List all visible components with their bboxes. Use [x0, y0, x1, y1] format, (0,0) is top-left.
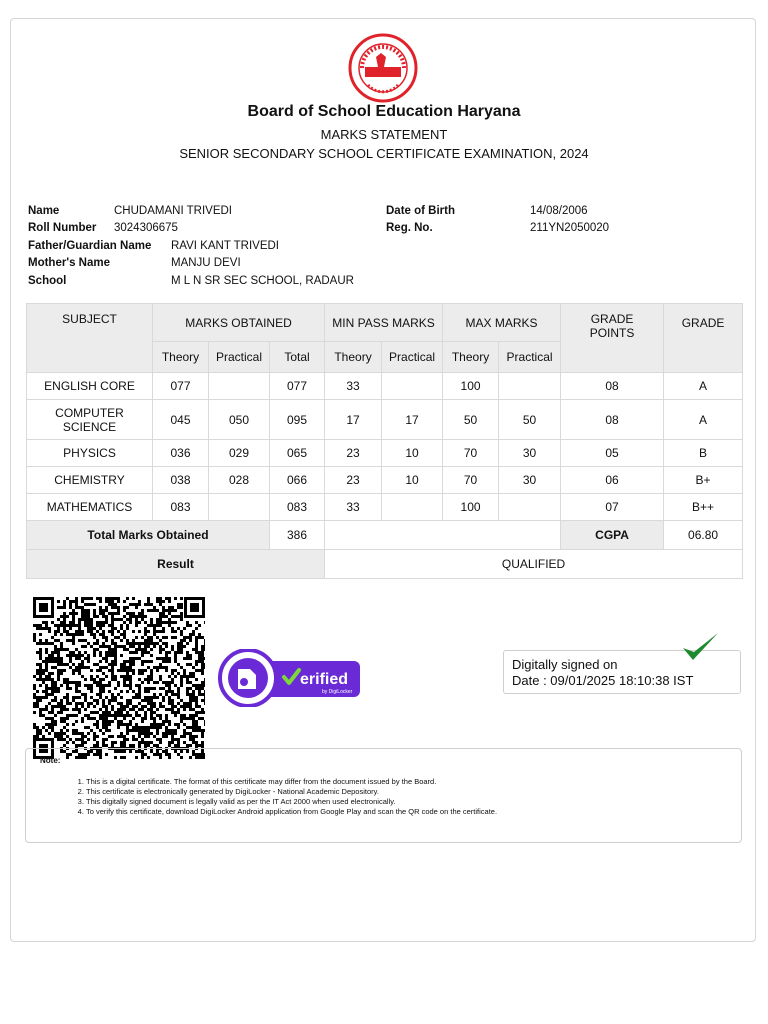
- header-theory: Theory: [153, 342, 209, 373]
- total-obtained-cell: 066: [270, 467, 325, 494]
- table-row: [27, 440, 743, 467]
- theory-obtained-cell: 038: [153, 467, 209, 494]
- max-practical-cell: [499, 373, 561, 400]
- school-label: School: [28, 275, 67, 287]
- table-row: [27, 373, 743, 400]
- min-practical-cell: 10: [382, 440, 443, 467]
- min-theory-cell: 33: [325, 494, 382, 521]
- grade-cell: B++: [664, 494, 743, 521]
- max-practical-cell: 30: [499, 440, 561, 467]
- badge-text: erified: [300, 671, 349, 688]
- note-item: 3. This digitally signed document is legally valid as per the IT Act 2000 when used electronically.: [86, 797, 497, 807]
- note-item: 4. To verify this certificate, download DigiLocker Android application from Google Play and scan the QR code on the certificate.: [86, 807, 497, 817]
- header-theory: Theory: [325, 342, 382, 373]
- father-name: RAVI KANT TRIVEDI: [171, 240, 279, 252]
- registration-number: 211YN2050020: [530, 222, 610, 234]
- subject-cell: MATHEMATICS: [27, 494, 153, 521]
- note-item: 1. This is a digital certificate. The format of this certificate may differ from the document issued by the Board.: [86, 777, 497, 787]
- signed-line: Digitally signed on: [512, 657, 618, 672]
- grade-points-cell: 07: [561, 494, 664, 521]
- result-row: [27, 550, 743, 579]
- grade-cell: B+: [664, 467, 743, 494]
- date-of-birth: 14/08/2006: [530, 205, 588, 217]
- table-row: [27, 467, 743, 494]
- signed-date: Date : 09/01/2025 18:10:38 IST: [512, 673, 694, 688]
- max-practical-cell: 30: [499, 467, 561, 494]
- max-theory-cell: 50: [443, 400, 499, 440]
- student-name: CHUDAMANI TRIVEDI: [114, 205, 232, 217]
- badge-subtext: by DigiLocker: [322, 689, 353, 695]
- max-practical-cell: [499, 494, 561, 521]
- min-theory-cell: 17: [325, 400, 382, 440]
- grade-points-cell: 08: [561, 400, 664, 440]
- header-min-pass: MIN PASS MARKS: [325, 304, 443, 342]
- header-practical: Practical: [209, 342, 270, 373]
- total-marks-label: Total Marks Obtained: [27, 521, 270, 550]
- table-row: [27, 400, 743, 440]
- min-practical-cell: [382, 373, 443, 400]
- subject-cell: PHYSICS: [27, 440, 153, 467]
- roll-label: Roll Number: [28, 222, 97, 234]
- total-obtained-cell: 065: [270, 440, 325, 467]
- school-name: M L N SR SEC SCHOOL, RADAUR: [171, 275, 354, 287]
- father-label: Father/Guardian Name: [28, 240, 152, 252]
- subject-label: COMPUTER SCIENCE: [55, 405, 124, 434]
- max-theory-cell: 70: [443, 440, 499, 467]
- notes-label: Note:: [40, 756, 61, 765]
- header-marks-obtained: MARKS OBTAINED: [153, 304, 325, 342]
- total-row-spacer: [325, 521, 561, 550]
- total-row: [27, 521, 743, 550]
- grade-points-cell: 05: [561, 440, 664, 467]
- board-emblem-icon: [348, 33, 418, 103]
- grade-cell: A: [664, 400, 743, 440]
- min-theory-cell: 23: [325, 440, 382, 467]
- grade-points-cell: 06: [561, 467, 664, 494]
- practical-obtained-cell: 050: [209, 400, 270, 440]
- roll-number: 3024306675: [114, 222, 178, 234]
- total-obtained-cell: 077: [270, 373, 325, 400]
- header-total: Total: [270, 342, 325, 373]
- max-theory-cell: 100: [443, 373, 499, 400]
- total-obtained-cell: 083: [270, 494, 325, 521]
- header-grade-points: [561, 304, 664, 373]
- header-theory: Theory: [443, 342, 499, 373]
- practical-obtained-cell: 028: [209, 467, 270, 494]
- cgpa-label: CGPA: [561, 521, 664, 550]
- exam-name: SENIOR SECONDARY SCHOOL CERTIFICATE EXAMINATION, 2024: [179, 146, 589, 161]
- doc-type: MARKS STATEMENT: [320, 127, 448, 142]
- reg-label: Reg. No.: [386, 222, 433, 234]
- note-item: 2. This certificate is electronically generated by DigiLocker - National Academic Depository.: [86, 787, 497, 797]
- header-practical: Practical: [499, 342, 561, 373]
- notes-list: [34, 777, 497, 817]
- max-theory-cell: 100: [443, 494, 499, 521]
- qr-finder-top-right: [184, 597, 205, 618]
- max-practical-cell: 50: [499, 400, 561, 440]
- theory-obtained-cell: 036: [153, 440, 209, 467]
- theory-obtained-cell: 045: [153, 400, 209, 440]
- cgpa-value: 06.80: [664, 521, 743, 550]
- theory-obtained-cell: 083: [153, 494, 209, 521]
- min-theory-cell: 23: [325, 467, 382, 494]
- grade-points-cell: 08: [561, 373, 664, 400]
- header-subject: SUBJECT: [27, 304, 153, 373]
- header-grade-points-label: GRADE POINTS: [589, 312, 635, 340]
- header-grade: GRADE: [664, 304, 743, 373]
- subject-cell: [27, 400, 153, 440]
- practical-obtained-cell: [209, 494, 270, 521]
- total-obtained-cell: 095: [270, 400, 325, 440]
- grade-cell: A: [664, 373, 743, 400]
- mother-label: Mother's Name: [28, 257, 110, 269]
- header-practical: Practical: [382, 342, 443, 373]
- qr-code: [33, 597, 205, 759]
- theory-obtained-cell: 077: [153, 373, 209, 400]
- mother-name: MANJU DEVI: [171, 257, 241, 269]
- green-check-icon: [680, 630, 720, 664]
- subject-cell: ENGLISH CORE: [27, 373, 153, 400]
- practical-obtained-cell: [209, 373, 270, 400]
- min-theory-cell: 33: [325, 373, 382, 400]
- total-marks-value: 386: [270, 521, 325, 550]
- min-practical-cell: 17: [382, 400, 443, 440]
- min-practical-cell: [382, 494, 443, 521]
- dob-label: Date of Birth: [386, 205, 455, 217]
- verified-badge: [218, 649, 363, 707]
- board-title: Board of School Education Haryana: [247, 103, 521, 120]
- result-value: QUALIFIED: [325, 550, 743, 579]
- practical-obtained-cell: 029: [209, 440, 270, 467]
- grade-cell: B: [664, 440, 743, 467]
- table-row: [27, 494, 743, 521]
- min-practical-cell: 10: [382, 467, 443, 494]
- name-label: Name: [28, 205, 60, 217]
- result-label: Result: [27, 550, 325, 579]
- marks-table: [26, 303, 743, 579]
- qr-finder-top-left: [33, 597, 54, 618]
- subject-cell: CHEMISTRY: [27, 467, 153, 494]
- max-theory-cell: 70: [443, 467, 499, 494]
- header-max-marks: MAX MARKS: [443, 304, 561, 342]
